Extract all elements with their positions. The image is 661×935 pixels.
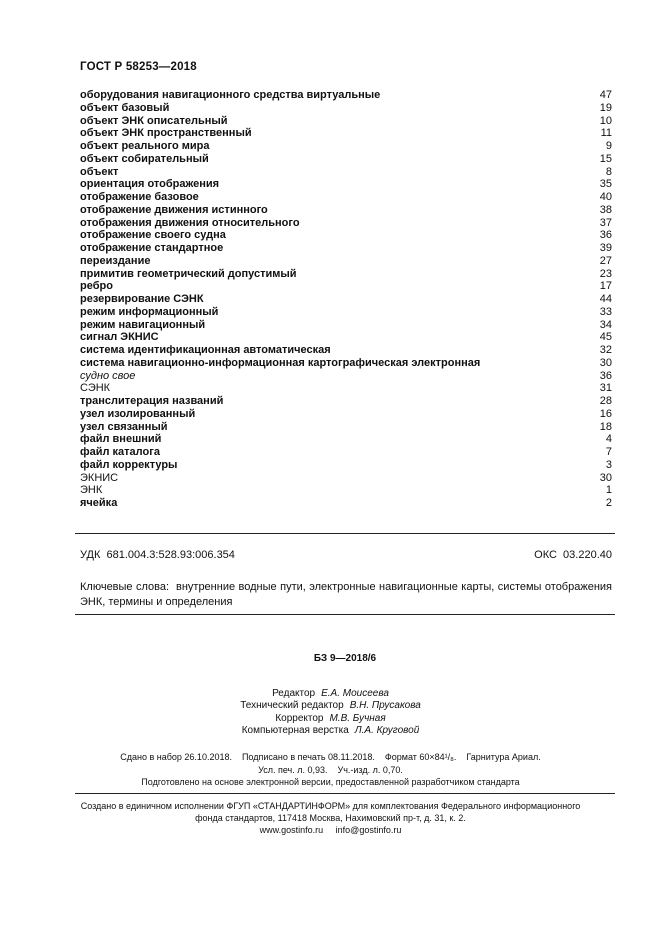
index-page-number: 31 [599, 382, 612, 395]
index-term: объект базовый [80, 101, 170, 114]
index-term: объект ЭНК описательный [80, 114, 228, 127]
print-line: Сдано в набор 26.10.2018. Подписано в печать 08.11.2018. Формат 60×84¹/₈. Гарнитура Ариал. [120, 752, 541, 762]
print-line: Усл. печ. л. 0,93. Уч.-изд. л. 0,70. [258, 764, 403, 775]
index-row [80, 306, 612, 319]
staff-line [0, 688, 661, 700]
index-page-number: 9 [605, 140, 612, 152]
index-term: система идентификационная автоматическая [80, 344, 331, 356]
index-term: файл каталога [80, 446, 160, 458]
index-row [80, 229, 612, 242]
alphabetical-index [80, 89, 612, 510]
index-row [80, 89, 612, 102]
index-row [80, 102, 612, 115]
oks-code: ОКС 03.220.40 [534, 549, 612, 561]
index-row [80, 140, 612, 153]
staff-line [0, 700, 661, 712]
index-page-number: 39 [599, 242, 612, 254]
index-page-number: 7 [605, 446, 612, 458]
index-row [80, 204, 612, 217]
index-row [80, 446, 612, 459]
index-term: переиздание [80, 254, 151, 267]
staff-role: Редактор [272, 688, 316, 699]
index-row [80, 268, 612, 281]
index-term: примитив геометрический допустимый [80, 267, 297, 280]
index-term: отображение базовое [80, 191, 199, 203]
publisher-line: Создано в единичном исполнении ФГУП «СТАНДАРТИНФОРМ» для комплектования Федерального информационного [80, 801, 581, 811]
index-page-number: 37 [599, 216, 612, 229]
index-row [80, 370, 612, 383]
index-page-number: 36 [599, 229, 612, 242]
print-line: Подготовлено на основе электронной версии, предоставленной разработчиком стандарта [141, 777, 520, 788]
index-term: файл корректуры [80, 458, 178, 471]
index-term: режим информационный [80, 305, 219, 318]
index-term: резервирование СЭНК [80, 293, 204, 305]
index-row [80, 395, 612, 408]
index-page-number: 15 [599, 152, 612, 165]
publisher-line: фонда стандартов, 117418 Москва, Нахимовский пр-т, д. 31, к. 2. [195, 812, 466, 823]
staff-name: Е.А. Моисеева [321, 688, 389, 699]
index-page-number: 35 [599, 178, 612, 191]
index-row [80, 344, 612, 357]
index-term: ориентация отображения [80, 178, 220, 191]
index-page-number: 1 [605, 484, 612, 497]
index-page-number: 47 [599, 89, 612, 101]
staff-line [0, 713, 661, 725]
index-term: оборудования навигационного средства виртуальные [80, 89, 381, 101]
index-term: отображение своего судна [80, 229, 226, 242]
index-row [80, 382, 612, 395]
index-term: ЭКНИС [80, 471, 119, 484]
divider-bottom [75, 793, 615, 794]
index-term: узел изолированный [80, 407, 196, 420]
index-page-number: 11 [600, 127, 612, 140]
index-term: объект реального мира [80, 140, 210, 152]
index-term: отображения движения относительного [80, 216, 300, 229]
index-page-number: 30 [599, 356, 612, 369]
index-term: узел связанный [80, 420, 168, 433]
staff-line [0, 725, 661, 737]
index-term: отображение стандартное [80, 242, 224, 254]
staff-role: Компьютерная верстка [241, 724, 349, 736]
staff-name: Л.А. Круговой [354, 724, 420, 736]
index-page-number: 23 [599, 267, 612, 280]
index-row [80, 293, 612, 306]
index-term: ЭНК [80, 484, 103, 497]
index-page-number: 16 [599, 407, 612, 420]
index-page-number: 34 [599, 318, 612, 331]
index-row [80, 178, 612, 191]
index-row [80, 433, 612, 446]
index-page-number: 19 [599, 101, 612, 114]
index-page-number: 36 [599, 369, 612, 382]
index-row [80, 357, 612, 370]
index-page-number: 38 [599, 203, 612, 216]
divider-middle [75, 614, 615, 615]
index-page-number: 30 [599, 471, 612, 484]
editorial-staff [0, 688, 661, 737]
index-term: ребро [80, 280, 113, 293]
index-row [80, 421, 612, 434]
index-page-number: 2 [605, 497, 612, 509]
index-term: объект собирательный [80, 152, 209, 165]
staff-role: Технический редактор [240, 700, 344, 712]
index-page-number: 4 [605, 433, 612, 446]
index-row [80, 217, 612, 230]
index-term: судно свое [80, 369, 136, 382]
index-row [80, 331, 612, 344]
staff-role: Корректор [275, 712, 324, 724]
index-row [80, 472, 612, 485]
index-page-number: 28 [599, 395, 612, 407]
index-row [80, 115, 612, 128]
index-page-number: 45 [599, 331, 612, 344]
index-page-number: 10 [599, 114, 612, 127]
index-term: сигнал ЭКНИС [80, 331, 159, 344]
index-page-number: 44 [599, 293, 612, 305]
index-row [80, 191, 612, 204]
index-page-number: 17 [599, 280, 612, 293]
index-page-number: 40 [599, 191, 612, 203]
divider-top [75, 533, 615, 534]
index-term: режим навигационный [80, 318, 206, 331]
index-term: ячейка [80, 497, 118, 509]
publisher-line: www.gostinfo.ru info@gostinfo.ru [259, 824, 402, 835]
index-term: система навигационно-информационная картографическая электронная [80, 356, 481, 369]
index-page-number: 32 [599, 344, 612, 356]
index-term: объект ЭНК пространственный [80, 127, 252, 140]
index-term: файл внешний [80, 433, 162, 446]
index-page-number: 8 [605, 165, 612, 178]
index-row [80, 255, 612, 268]
index-row [80, 242, 612, 255]
udk-code: УДК 681.004.3:528.93:006.354 [80, 549, 235, 561]
classification-codes [80, 549, 612, 561]
index-row [80, 497, 612, 510]
index-term: отображение движения истинного [80, 203, 268, 216]
series-code: БЗ 9—2018/6 [313, 653, 377, 664]
index-page-number: 3 [605, 458, 612, 471]
index-page-number: 33 [599, 305, 612, 318]
index-row [80, 319, 612, 332]
index-page-number: 27 [599, 254, 612, 267]
index-row [80, 280, 612, 293]
keywords-paragraph: Ключевые слова: внутренние водные пути, электронные навигационные карты, системы отображения ЭНК, термины и определения [80, 581, 612, 608]
index-row [80, 459, 612, 472]
index-row [80, 127, 612, 140]
index-row [80, 484, 612, 497]
index-row [80, 408, 612, 421]
index-row [80, 153, 612, 166]
index-term: объект [80, 165, 119, 178]
index-row [80, 166, 612, 179]
standard-designation: ГОСТ Р 58253—2018 [80, 61, 197, 73]
staff-name: М.В. Бучная [329, 712, 386, 724]
publisher-info [0, 801, 661, 836]
index-term: СЭНК [80, 382, 111, 395]
index-page-number: 18 [599, 420, 612, 433]
print-details [0, 751, 661, 789]
staff-name: В.Н. Прусакова [349, 700, 421, 712]
index-term: транслитерация названий [80, 395, 224, 407]
